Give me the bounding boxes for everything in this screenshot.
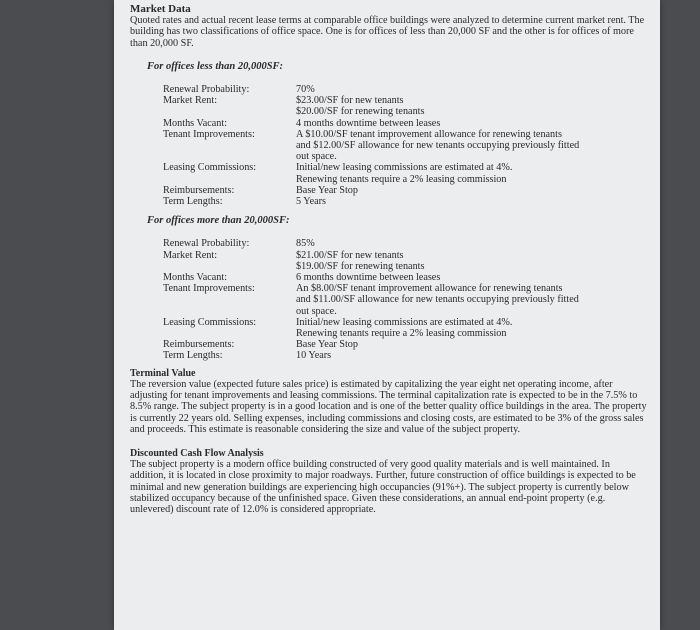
- dcf-title: Discounted Cash Flow Analysis: [130, 447, 264, 459]
- market-data-section: [130, 4, 648, 49]
- term-value: [296, 196, 648, 207]
- dcf-body: The subject property is a modern office building constructed of very good quality materials and is well maintained. In addition, it is located in close proximity to major roadways. Further, future construction of office buildings is expected to be minimal and new generation buildings are experiencing high occupancies (91%+). The subject property is currently below stabilized occupancy because of the unfinished space. Given these considerations, an annual end-point property (e.g. unlevered) discount rate of 12.0% is considered appropriate.: [130, 459, 636, 515]
- term-label: Reimbursements:: [163, 184, 235, 196]
- term-value: [296, 350, 648, 361]
- term-value: [296, 272, 648, 283]
- document-content: [130, 4, 648, 515]
- term-value-line: and $11.00/SF allowance for new tenants occupying previously fitted: [296, 294, 579, 306]
- term-value-line: $21.00/SF for new tenants: [296, 249, 404, 261]
- document-page: [114, 0, 660, 630]
- term-label: Tenant Improvements:: [163, 283, 255, 295]
- term-value-line: Initial/new leasing commissions are estimated at 4%.: [296, 162, 513, 174]
- term-label: Tenant Improvements:: [163, 128, 255, 140]
- term-value-line: Initial/new leasing commissions are estimated at 4%.: [296, 316, 513, 328]
- term-label: Term Lengths:: [163, 350, 223, 362]
- term-label: Renewal Probability:: [163, 84, 250, 96]
- term-value-line: 85%: [296, 238, 315, 250]
- term-label: Leasing Commissions:: [163, 162, 257, 174]
- term-value-line: 5 Years: [296, 196, 326, 208]
- term-label: Leasing Commissions:: [163, 316, 257, 328]
- term-value-line: out space.: [296, 305, 337, 317]
- large-offices-terms: [163, 238, 648, 361]
- term-label: Months Vacant:: [163, 117, 228, 129]
- term-value-line: A $10.00/SF tenant improvement allowance for renewing tenants: [296, 128, 562, 140]
- term-value: [296, 317, 648, 339]
- term-label: Market Rent:: [163, 95, 218, 107]
- term-value: [296, 339, 648, 350]
- term-value: [296, 118, 648, 129]
- term-value-line: 10 Years: [296, 350, 332, 362]
- small-offices-heading: For offices less than 20,000SF:: [147, 60, 284, 72]
- term-value: [296, 185, 648, 196]
- term-label: Reimbursements:: [163, 339, 235, 351]
- dcf-section: [130, 448, 648, 515]
- terminal-value-section: [130, 368, 648, 435]
- term-label: Renewal Probability:: [163, 238, 250, 250]
- term-value: [296, 84, 648, 95]
- term-label: Term Lengths:: [163, 196, 223, 208]
- term-label: Market Rent:: [163, 249, 218, 261]
- market-data-intro: Quoted rates and actual recent lease terms at comparable office buildings were analyzed to determine current market rent. The building has two classifications of office space. One is for offices of less than 20,000 SF and the other is for offices of more than 20,000 SF.: [130, 15, 645, 49]
- terminal-value-title: Terminal Value: [130, 367, 196, 379]
- term-label: Months Vacant:: [163, 272, 228, 284]
- large-offices-heading: For offices more than 20,000SF:: [147, 215, 290, 227]
- term-value: [296, 238, 648, 249]
- term-value: [296, 250, 648, 272]
- term-value-line: $19.00/SF for renewing tenants: [296, 260, 425, 272]
- term-value: [296, 283, 648, 317]
- term-value-line: 4 months downtime between leases: [296, 117, 441, 129]
- term-value-line: 6 months downtime between leases: [296, 272, 441, 284]
- small-offices-terms: [163, 84, 648, 207]
- terminal-value-body: The reversion value (expected future sales price) is estimated by capitalizing the year eight net operating income, after adjusting for tenant improvements and leasing commissions. The terminal capitalization rate is expected to be in the 7.5% to 8.5% range. The subject property is in a good location and is one of the better quality office buildings in the area. The property is currently 22 years old. Selling expenses, including commissions and closing costs, are estimated to be 3% of the gross sales and proceeds. This estimate is reasonable considering the size and value of the subject property.: [130, 378, 647, 435]
- term-value-line: $20.00/SF for renewing tenants: [296, 106, 425, 118]
- term-value: [296, 162, 648, 184]
- term-value-line: Renewing tenants require a 2% leasing commission: [296, 328, 507, 340]
- term-value-line: An $8.00/SF tenant improvement allowance for renewing tenants: [296, 283, 563, 295]
- term-value-line: Base Year Stop: [296, 184, 358, 196]
- market-data-title: Market Data: [130, 3, 191, 15]
- term-value: [296, 95, 648, 117]
- term-value-line: Renewing tenants require a 2% leasing commission: [296, 173, 507, 185]
- term-value: [296, 129, 648, 163]
- term-value-line: $23.00/SF for new tenants: [296, 95, 404, 107]
- term-value-line: out space.: [296, 151, 337, 163]
- term-value-line: Base Year Stop: [296, 339, 358, 351]
- term-value-line: and $12.00/SF allowance for new tenants occupying previously fitted: [296, 140, 580, 152]
- term-value-line: 70%: [296, 84, 315, 96]
